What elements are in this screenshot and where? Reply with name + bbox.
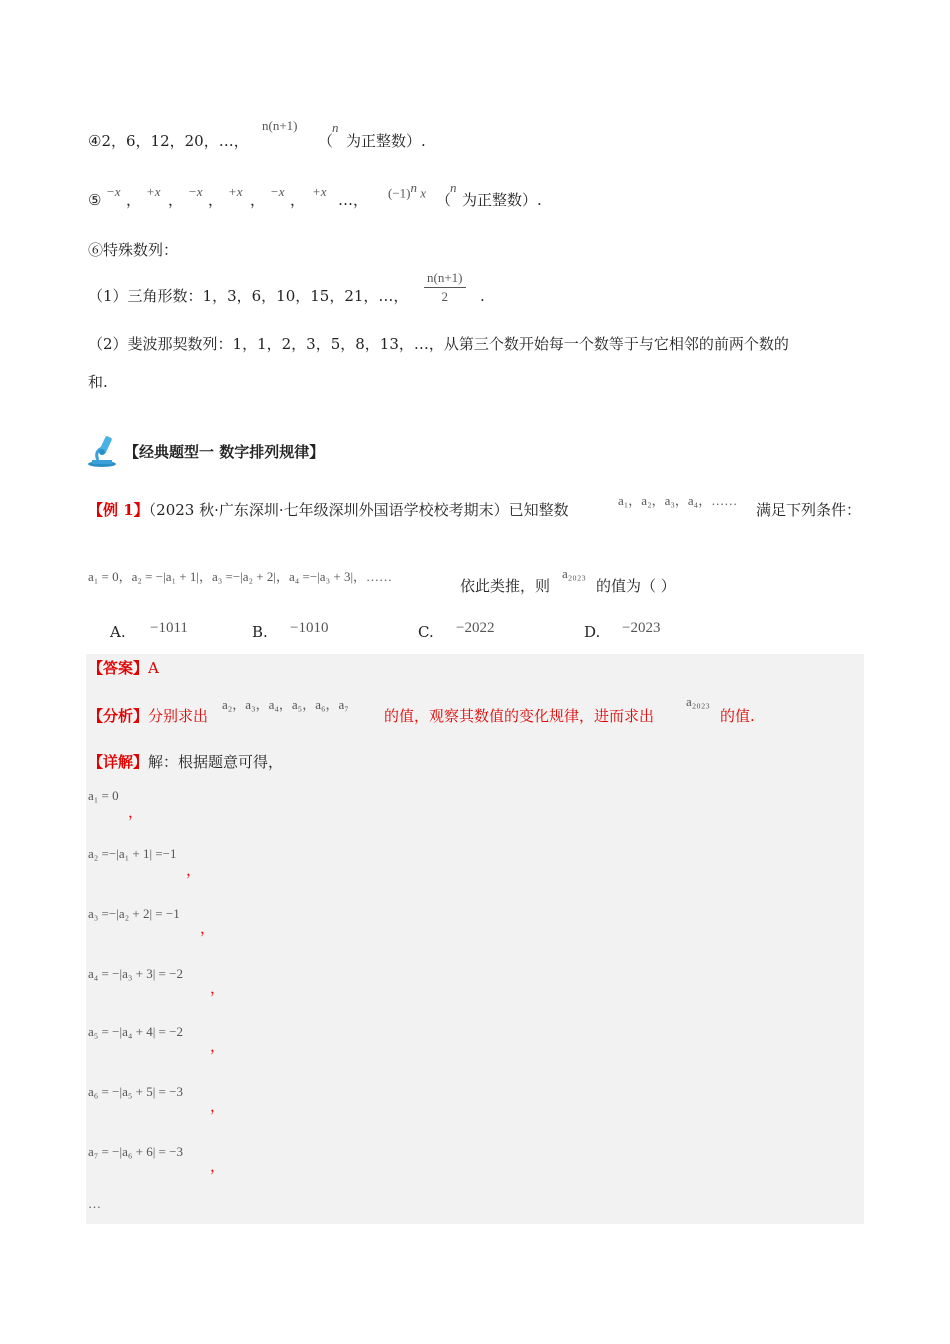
item5-term: +x — [312, 184, 327, 199]
section-title: 【经典题型一 数字排列规律】 — [124, 443, 325, 461]
answer-label: 【答案】 — [88, 659, 149, 677]
special1-fraction — [424, 270, 466, 305]
item5-term: +x — [146, 184, 161, 199]
solution-step: a₇ = −|a₆ + 6| = −3 — [88, 1144, 183, 1159]
special1-text: （1）三角形数：1，3，6，10，15，21，…， — [88, 287, 409, 305]
analysis-line — [88, 706, 208, 726]
example-line2-text: 依此类推，则 — [460, 577, 551, 595]
analysis-end: 的值. — [720, 707, 755, 725]
option-c — [418, 622, 434, 642]
example-line1 — [88, 500, 569, 520]
detail-label: 【详解】 — [88, 753, 149, 771]
item5-sep: ， — [168, 191, 184, 209]
item4-var: n — [332, 120, 339, 135]
special1-end: . — [480, 287, 485, 305]
solution-step: a₁ = 0 — [88, 788, 119, 803]
answer-value: A — [148, 659, 159, 677]
example-condition: 满足下列条件： — [756, 501, 862, 519]
microscope-icon — [86, 432, 122, 468]
item5-sep: ， — [208, 191, 224, 209]
answer-line — [88, 658, 159, 678]
detail-text: 解：根据题意可得， — [148, 753, 284, 771]
item5-general-base: (−1) — [388, 185, 411, 201]
item4-prefix: ④2，6，12，20，…， — [88, 132, 249, 150]
step-comma: ， — [200, 919, 216, 937]
step-comma: ， — [210, 979, 226, 997]
item5-sep: ， — [290, 191, 306, 209]
option-c-value: −2022 — [456, 620, 495, 636]
step-comma: ， — [210, 1037, 226, 1055]
analysis-mid: 的值，观察其数值的变化规律，进而求出 — [384, 707, 655, 725]
item4-formula: n(n+1) — [262, 118, 298, 133]
solution-box — [86, 654, 864, 1224]
option-a — [110, 622, 126, 642]
option-a-value: −1011 — [150, 620, 188, 636]
item5-sep: ， — [250, 191, 266, 209]
example-sequence: a₁，a₂，a₃，a₄，…… — [618, 493, 738, 508]
option-letter: B. — [252, 623, 268, 641]
solution-step: a₃ =−|a₂ + 2| = −1 — [88, 906, 180, 921]
item5-ellipsis: …， — [338, 191, 369, 209]
fraction-bar — [424, 287, 466, 288]
solution-step: a₂ =−|a₁ + 1| =−1 — [88, 846, 177, 861]
item5-general-term — [388, 180, 426, 201]
step-comma: ， — [210, 1097, 226, 1115]
option-b-value: −1010 — [290, 620, 329, 636]
item5-var: n — [450, 180, 457, 195]
analysis-pre: 分别求出 — [148, 707, 209, 725]
item5-term: −x — [188, 184, 203, 199]
option-letter: A. — [110, 623, 126, 641]
item4-suffix: 为正整数）. — [346, 132, 426, 150]
option-letter: C. — [418, 623, 434, 641]
analysis-label: 【分析】 — [88, 707, 149, 725]
example-label: 【例 1】 — [88, 501, 149, 519]
solution-step: a₆ = −|a₅ + 5| = −3 — [88, 1084, 183, 1099]
option-d-value: −2023 — [622, 620, 661, 636]
step-comma: ， — [186, 861, 202, 879]
item4-line — [88, 131, 249, 151]
step-comma: ， — [210, 1157, 226, 1175]
item5-suffix: 为正整数）. — [462, 191, 542, 209]
solution-ellipsis: … — [88, 1196, 101, 1211]
special2-line2: 和. — [88, 373, 108, 391]
solution-step: a₅ = −|a₄ + 4| = −2 — [88, 1024, 183, 1039]
solution-step: a₄ = −|a₃ + 3| = −2 — [88, 966, 183, 981]
item5-term: −x — [270, 184, 285, 199]
item5-general-exp: n — [410, 180, 417, 195]
option-d — [584, 622, 600, 642]
example-source: （2023 秋·广东深圳·七年级深圳外国语学校校考期末）已知整数 — [148, 501, 569, 519]
item5-paren: （ — [436, 191, 452, 209]
item5-sep: ， — [126, 191, 142, 209]
option-b — [252, 622, 268, 642]
fraction-numerator: n(n+1) — [427, 270, 463, 285]
analysis-terms: a₂，a₃，a₄，a₅，a₆，a₇ — [222, 697, 349, 712]
detail-line — [88, 752, 283, 772]
item5-term: +x — [228, 184, 243, 199]
item4-paren: （ — [318, 132, 334, 150]
item5-prefix: ⑤ — [88, 191, 102, 209]
special2-line1: （2）斐波那契数列：1，1，2，3，5，8，13，…，从第三个数开始每一个数等于与它相邻的前两个数的 — [88, 335, 789, 353]
option-letter: D. — [584, 623, 601, 641]
item5-general-var: x — [420, 185, 427, 201]
item6-title: ⑥特殊数列： — [88, 241, 179, 259]
example-line2-end: 的值为（ ） — [596, 577, 676, 595]
item5-term: −x — [106, 184, 121, 199]
step-comma: ， — [128, 803, 144, 821]
example-condition-math: a₁ = 0，a₂ = −|a₁ + 1|，a₃ =−|a₂ + 2|，a₄ =−|a₃ + 3|，…… — [88, 569, 393, 584]
analysis-target: a₂₀₂₃ — [686, 694, 710, 709]
example-target: a₂₀₂₃ — [562, 566, 586, 581]
fraction-denominator: 2 — [441, 289, 448, 304]
